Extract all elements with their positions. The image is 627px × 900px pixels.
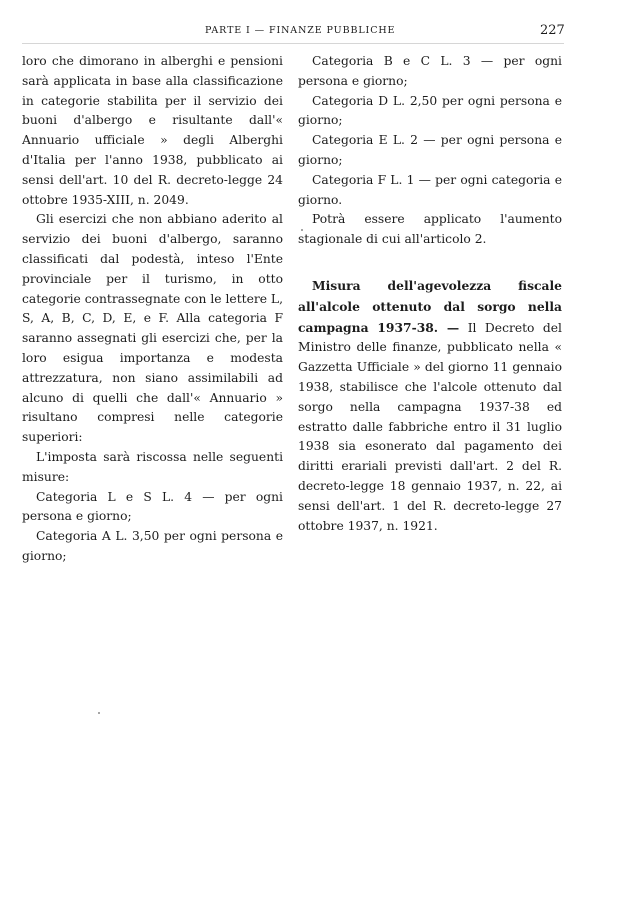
section-body: Il Decreto del Ministro delle finanze, pubblicato nella « Gazzetta Ufficiale » del giorno 11 gennaio 1938, stabilisce che l'alcole ottenuto dal sorgo nella campagna 1937-38 ed estratto dalle fabbriche entro il 31 luglio 1938 sia esonerato dal pagamento dei diritti erariali previsti dall'art. 2 del R. decreto-legge 18 gennaio 1937, n. 22, ai sensi dell'art. 1 del R. decreto-legge 27 ottobre 1937, n. 1921. (298, 320, 562, 533)
paragraph-tax-rates-intro: L'imposta sarà riscossa nelle seguenti misure: (22, 449, 283, 484)
rate-category-b-c: Categoria B e C L. 3 — per ogni persona e giorno; (298, 54, 562, 88)
rate-category-d: Categoria D L. 2,50 per ogni persona e giorno; (298, 93, 562, 128)
left-column (22, 52, 283, 567)
page-number: 227 (540, 23, 565, 38)
paragraph-seasonal-increase: Potrà essere applicato l'aumento stagionale di cui all'articolo 2. (298, 212, 562, 247)
rate-category-e: Categoria E L. 2 — per ogni persona e giorno; (298, 133, 562, 167)
scan-speck (98, 712, 100, 714)
running-header (0, 25, 627, 41)
paragraph-unaffiliated-hotels: Gli esercizi che non abbiano aderito al servizio dei buoni d'albergo, saranno classificati dal podestà, inteso l'Ente provinciale per il turismo, in otto categorie contrassegnate con le lettere L, S, A, B, C, D, E, e F. Alla categoria F saranno assegnati gli esercizi che, per la loro esigua importanza e modesta attrezzatura, non siano assimilabili ad alcuno di quelli che dall'« Annuario » risultano compresi nelle categorie superiori: (22, 212, 283, 445)
header-rule (22, 43, 564, 44)
scan-speck (301, 229, 303, 231)
section-heading: Misura dell'agevolezza fiscale all'alcole ottenuto dal sorgo nella campagna 1937-38. — (298, 277, 562, 335)
section-sorghum-alcohol (298, 276, 562, 536)
rate-category-l-s: Categoria L e S L. 4 — per ogni persona e giorno; (22, 489, 283, 524)
rate-category-a: Categoria A L. 3,50 per ogni persona e giorno; (22, 529, 283, 563)
paragraph-continuation: loro che dimorano in alberghi e pensioni sarà applicata in base alla classificazione in categorie stabilita per il servizio dei buoni d'albergo e risultante dall'« Annuario ufficiale » degli Alberghi d'Italia per l'anno 1938, pubblicato ai sensi dell'art. 10 del R. decreto-legge 24 ottobre 1935-XIII, n. 2049. (22, 54, 283, 207)
right-column (298, 52, 562, 536)
rate-category-f: Categoria F L. 1 — per ogni categoria e giorno. (298, 172, 562, 207)
running-title: PARTE I — FINANZE PUBBLICHE (205, 25, 396, 36)
